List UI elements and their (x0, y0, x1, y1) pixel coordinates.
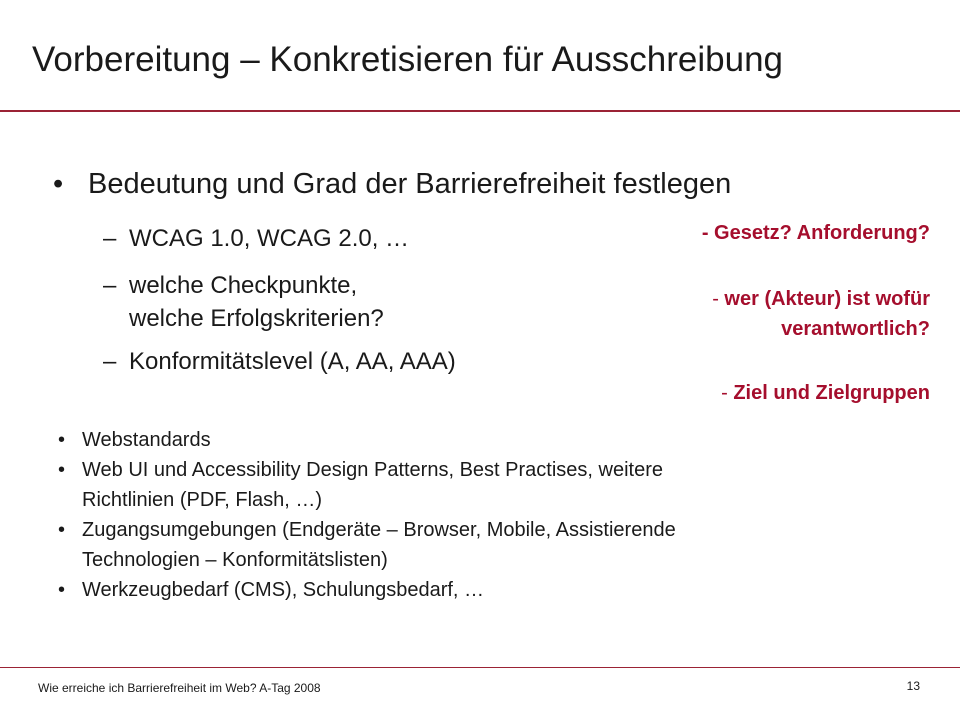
note-prefix: - (712, 288, 725, 310)
list-item (58, 575, 918, 605)
dash-icon: – (103, 348, 117, 375)
list-item-text: Werkzeugbedarf (CMS), Schulungsbedarf, … (82, 579, 485, 601)
bullet-icon: • (58, 519, 66, 541)
dash-icon: – (103, 225, 117, 252)
list-item (58, 425, 918, 455)
dash-icon: – (103, 272, 117, 299)
note-text: Ziel und Zielgruppen (733, 382, 930, 404)
sub-item-text: welche Checkpunkte, (129, 272, 358, 299)
bullet-icon: • (53, 168, 64, 200)
page-number: 13 (906, 679, 920, 693)
list-item-text: Web UI und Accessibility Design Patterns, Best Practises, weitere (82, 459, 663, 481)
list-item-text-continued: Richtlinien (PDF, Flash, …) (82, 489, 323, 511)
footer-divider (0, 667, 960, 668)
note-text: wer (Akteur) ist wofür (724, 288, 930, 310)
list-item-text-continued: Technologien – Konformitätslisten) (82, 549, 388, 571)
sub-item-text: Konformitätslevel (A, AA, AAA) (129, 348, 456, 375)
note-prefix: - (721, 382, 734, 404)
note-text: - Gesetz? Anforderung? (701, 222, 930, 244)
note-goals (721, 378, 930, 408)
list-item (58, 455, 918, 515)
title-divider (0, 110, 960, 112)
list-item-text: Zugangsumgebungen (Endgeräte – Browser, Mobile, Assistierende (82, 519, 676, 541)
sub-item-text: WCAG 1.0, WCAG 2.0, … (129, 225, 410, 252)
sub-item-text: welche Erfolgskriterien? (129, 305, 384, 332)
note-actor (712, 284, 930, 314)
note-text: verantwortlich? (781, 318, 930, 340)
list-item-text: Webstandards (82, 429, 211, 451)
footer-text: Wie erreiche ich Barrierefreiheit im Web? A-Tag 2008 (38, 681, 321, 695)
bullet-icon: • (58, 579, 66, 601)
note-law (702, 218, 930, 248)
note-responsible (781, 314, 930, 344)
main-bullet-text: Bedeutung und Grad der Barrierefreiheit festlegen (88, 168, 732, 200)
bullet-icon: • (58, 429, 66, 451)
requirements-list (58, 425, 918, 605)
list-item (58, 515, 918, 575)
bullet-icon: • (58, 459, 66, 481)
slide-title: Vorbereitung – Konkretisieren für Ausschreibung (32, 40, 784, 79)
